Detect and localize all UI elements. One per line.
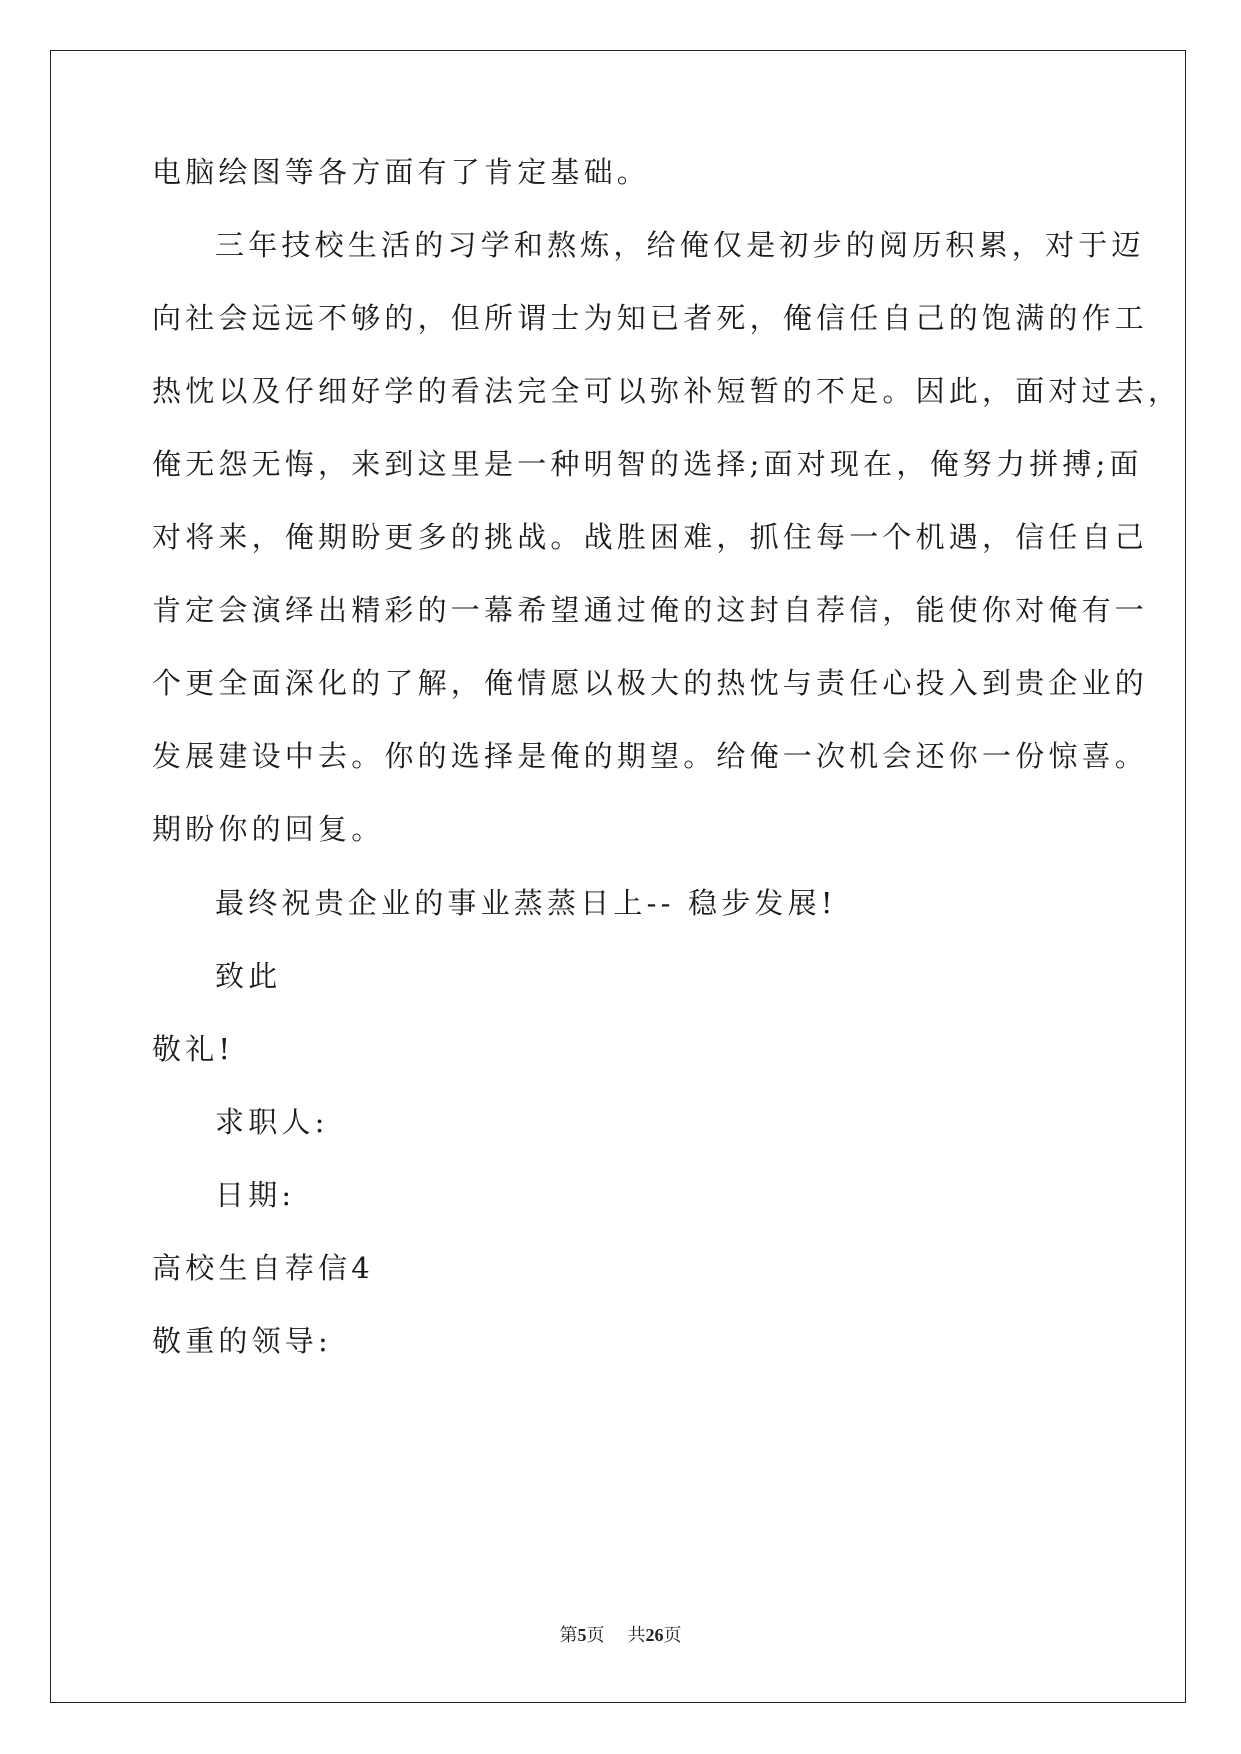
text-line-5: 俺无怨无悔，来到这里是一种明智的选择;面对现在，俺努力拼搏;面	[152, 447, 1143, 481]
text-line-10: 期盼你的回复。	[152, 812, 385, 846]
total-pages: 26	[645, 1625, 664, 1645]
text-line-3: 向社会远远不够的，但所谓士为知已者死，俺信任自己的饱满的作工	[152, 301, 1149, 335]
salutation-jingli: 敬礼!	[152, 1032, 235, 1066]
page-suffix: 页	[586, 1625, 605, 1646]
page-number: 5	[577, 1625, 587, 1645]
text-line-8: 个更全面深化的了解，俺情愿以极大的热忱与责任心投入到贵企业的	[152, 666, 1149, 700]
date-label: 日期:	[215, 1178, 296, 1212]
applicant-label: 求职人:	[215, 1105, 329, 1139]
text-line-7: 肯定会演绎出精彩的一幕希望通过俺的这封自荐信，能使你对俺有一	[152, 593, 1149, 627]
text-line-2: 三年技校生活的习学和熬炼，给俺仅是初步的阅历积累，对于迈	[215, 228, 1145, 262]
page-footer	[0, 1623, 1241, 1648]
text-line-9: 发展建设中去。你的选择是俺的期望。给俺一次机会还你一份惊喜。	[152, 739, 1149, 773]
greeting: 敬重的领导:	[152, 1324, 332, 1358]
closing-wish: 最终祝贵企业的事业蒸蒸日上-- 稳步发展!	[215, 886, 837, 920]
total-prefix: 共	[627, 1625, 646, 1646]
salutation-zhici: 致此	[215, 959, 282, 993]
text-line-4: 热忱以及仔细好学的看法完全可以弥补短暂的不足。因此，面对过去，	[152, 374, 1182, 408]
text-line-1: 电脑绘图等各方面有了肯定基础。	[152, 155, 651, 189]
total-suffix: 页	[663, 1625, 682, 1646]
section-title: 高校生自荐信4	[152, 1251, 374, 1285]
text-line-6: 对将来，俺期盼更多的挑战。战胜困难，抓住每一个机遇，信任自己	[152, 520, 1149, 554]
page-prefix: 第	[559, 1625, 578, 1646]
